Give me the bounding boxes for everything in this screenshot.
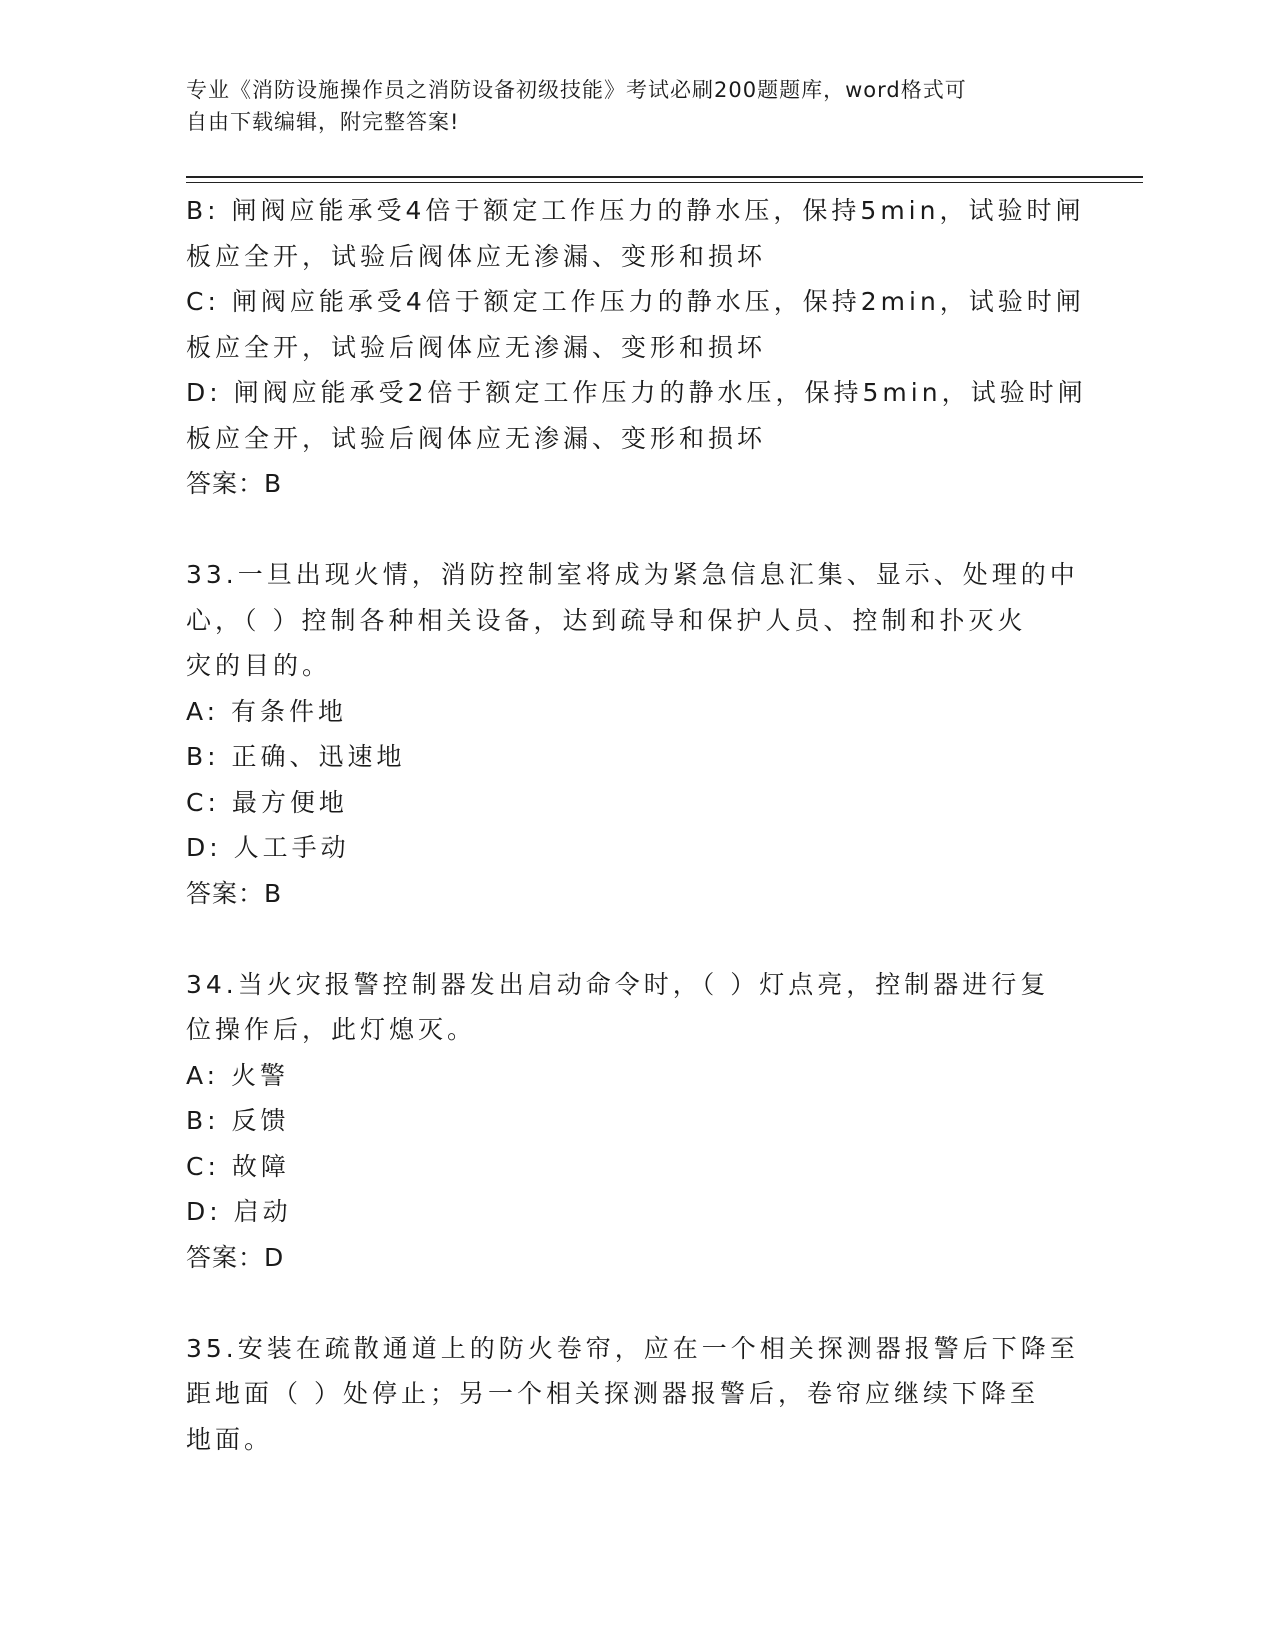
option-b bbox=[186, 188, 1086, 279]
question-stem: 位操作后，此灯熄灭。 bbox=[186, 1015, 477, 1044]
question-34 bbox=[186, 962, 1086, 1281]
option-text: 板应全开，试验后阀体应无渗漏、变形和损坏 bbox=[186, 423, 767, 453]
option-text: B: 闸阀应能承受4倍于额定工作压力的静水压，保持5min，试验时闸 bbox=[186, 196, 1085, 225]
question-stem: 灾的目的。 bbox=[186, 651, 332, 680]
question-stem: 34.当火灾报警控制器发出启动命令时，（ ）灯点亮，控制器进行复 bbox=[186, 969, 1050, 999]
option-d bbox=[186, 370, 1086, 461]
option-text: 板应全开，试验后阀体应无渗漏、变形和损坏 bbox=[186, 332, 767, 362]
question-stem: 地面。 bbox=[186, 1424, 274, 1454]
question-stem: 35.安装在疏散通道上的防火卷帘，应在一个相关探测器报警后下降至 bbox=[186, 1333, 1079, 1363]
header-divider bbox=[186, 176, 1143, 178]
answer-line: 答案：B bbox=[186, 469, 283, 498]
option-text: 板应全开，试验后阀体应无渗漏、变形和损坏 bbox=[186, 241, 767, 271]
option-c bbox=[186, 279, 1086, 370]
answer-line: 答案：D bbox=[186, 1242, 285, 1272]
question-35 bbox=[186, 1326, 1086, 1463]
option-d: D: 启动 bbox=[186, 1197, 292, 1226]
header-line: 自由下载编辑，附完整答案! bbox=[186, 110, 460, 134]
spacer bbox=[186, 1280, 1086, 1326]
option-text: C: 闸阀应能承受4倍于额定工作压力的静水压，保持2min，试验时闸 bbox=[186, 287, 1085, 316]
option-b: B: 正确、迅速地 bbox=[186, 742, 406, 771]
header-divider-thin bbox=[186, 182, 1143, 183]
page-header bbox=[186, 74, 1066, 138]
option-c: C: 最方便地 bbox=[186, 787, 348, 817]
spacer bbox=[186, 916, 1086, 962]
option-c: C: 故障 bbox=[186, 1151, 290, 1181]
answer-line: 答案：B bbox=[186, 878, 283, 908]
header-line: 专业《消防设施操作员之消防设备初级技能》考试必刷200题题库，word格式可 bbox=[186, 78, 967, 102]
spacer bbox=[186, 507, 1086, 553]
question-33 bbox=[186, 552, 1086, 916]
option-text: D: 闸阀应能承受2倍于额定工作压力的静水压，保持5min，试验时闸 bbox=[186, 378, 1087, 407]
question-stem: 33.一旦出现火情，消防控制室将成为紧急信息汇集、显示、处理的中 bbox=[186, 560, 1079, 589]
option-d: D: 人工手动 bbox=[186, 833, 350, 862]
question-content bbox=[186, 188, 1086, 1462]
option-a: A: 有条件地 bbox=[186, 696, 348, 726]
question-stem: 距地面（ ）处停止；另一个相关探测器报警后，卷帘应继续下降至 bbox=[186, 1379, 1039, 1408]
question-stem: 心，（ ）控制各种相关设备，达到疏导和保护人员、控制和扑灭火 bbox=[186, 605, 1027, 635]
option-b: B: 反馈 bbox=[186, 1106, 290, 1135]
option-a: A: 火警 bbox=[186, 1060, 290, 1090]
